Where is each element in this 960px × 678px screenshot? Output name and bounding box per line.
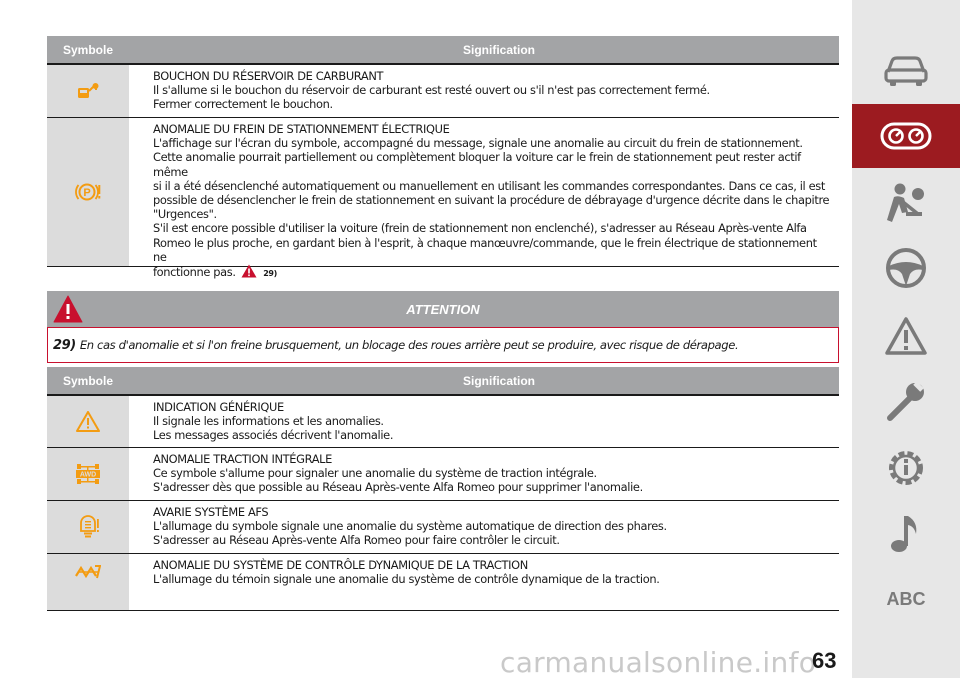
row-text: L'affichage sur l'écran du symbole, accompagné du message, signale une anomalie au circuit du frein de stationnement.: [153, 136, 803, 151]
meaning-cell: [129, 65, 839, 117]
footnote-ref-link[interactable]: 29): [263, 269, 277, 279]
traction-control-fault-icon: [75, 561, 101, 583]
symbol-table-2: [47, 367, 839, 611]
table-row: [47, 554, 839, 611]
row-text: S'adresser dès que possible au Réseau Après-vente Alfa Romeo pour supprimer l'anomalie.: [153, 480, 643, 495]
meaning-cell: [129, 554, 839, 610]
awd-fault-icon: [75, 463, 101, 485]
row-title: BOUCHON DU RÉSERVOIR DE CARBURANT: [153, 69, 384, 83]
car-icon: [882, 52, 930, 88]
electric-parking-brake-fault-icon: [75, 181, 101, 203]
table-row: [47, 396, 839, 448]
wrench-icon: [884, 380, 928, 424]
symbol-cell: [47, 396, 129, 447]
symbol-cell: [47, 554, 129, 610]
warning-title: ATTENTION: [406, 301, 480, 317]
row-text: "Urgences".: [153, 207, 217, 222]
sidebar-item-car[interactable]: [852, 38, 960, 102]
svg-text:AWD: AWD: [79, 471, 97, 479]
row-text: possible de désenclencher le frein de stationnement en suivant la procédure de débrayage d'urgence décrite dans le chapitre: [153, 193, 830, 208]
sidebar-item-safety[interactable]: [852, 172, 960, 236]
page-content: [47, 36, 839, 611]
chapter-sidebar: [852, 0, 960, 678]
column-header-symbol: Symbole: [62, 373, 113, 388]
row-text: Les messages associés décrivent l'anomalie.: [153, 428, 394, 443]
dashboard-gauges-icon: [880, 121, 932, 151]
table-header: [47, 367, 839, 394]
page-number: 63: [812, 648, 837, 673]
symbol-cell: [47, 118, 129, 266]
meaning-cell: [129, 448, 839, 500]
sidebar-item-warnings[interactable]: [852, 304, 960, 368]
row-text: L'allumage du symbole signale une anomalie du système automatique de direction des phares.: [153, 519, 667, 534]
steering-wheel-icon: [884, 246, 928, 290]
column-header-meaning: Signification: [463, 42, 535, 57]
table-row: [47, 501, 839, 554]
row-title: INDICATION GÉNÉRIQUE: [153, 400, 284, 414]
warning-triangle-icon: [53, 295, 83, 323]
fuel-cap-warning-icon: [75, 80, 101, 102]
row-title: ANOMALIE TRACTION INTÉGRALE: [153, 452, 333, 466]
general-warning-triangle-icon: [75, 411, 101, 433]
music-note-icon: [888, 512, 924, 556]
column-header-meaning: Signification: [463, 373, 535, 388]
symbol-cell: [47, 65, 129, 117]
sidebar-abc-label: ABC: [886, 588, 926, 609]
warning-triangle-icon: [884, 316, 928, 356]
warning-text: En cas d'anomalie et si l'on freine brusquement, un blocage des roues arrière peut se produire, avec risque de dérapage.: [79, 338, 739, 352]
symbol-cell: [47, 501, 129, 553]
seat-belt-passenger-icon: [884, 182, 928, 226]
row-title: ANOMALIE DU SYSTÈME DE CONTRÔLE DYNAMIQUE DE LA TRACTION: [153, 558, 528, 572]
warning-body: [47, 327, 839, 363]
row-text: si il a été désenclenché automatiquement ou manuellement en utilisant les commandes correspondantes. Dans ce cas, il est: [153, 178, 826, 193]
warning-header: [47, 291, 839, 327]
sidebar-item-index[interactable]: [852, 567, 960, 631]
row-text: S'adresser au Réseau Après-vente Alfa Romeo pour faire contrôler le circuit.: [153, 533, 560, 548]
row-text: Romeo le plus proche, en gardant bien à l'esprit, à chaque manœuvre/commande, que le frein électrique de stationnement ne: [153, 235, 817, 264]
row-text: Ce symbole s'allume pour signaler une anomalie du système de traction intégrale.: [153, 466, 597, 481]
row-text: Il s'allume si le bouchon du réservoir de carburant est resté ouvert ou s'il n'est pas correctement fermé.: [153, 83, 710, 98]
sidebar-item-multimedia[interactable]: [852, 502, 960, 566]
column-header-symbol: Symbole: [62, 42, 113, 57]
warning-ref-icon: [241, 264, 257, 278]
meaning-cell: [129, 501, 839, 553]
table-row: [47, 118, 839, 280]
warning-ref: 29): [53, 337, 76, 353]
row-text: Fermer correctement le bouchon.: [153, 97, 333, 112]
row-text: fonctionne pas.: [153, 265, 236, 280]
row-title: AVARIE SYSTÈME AFS: [153, 505, 269, 519]
symbol-cell: [47, 448, 129, 500]
table-header: [47, 36, 839, 63]
row-text-last: [153, 264, 831, 281]
row-text: Il signale les informations et les anomalies.: [153, 414, 384, 429]
meaning-cell: [129, 118, 839, 280]
watermark: carmanualsonline.info: [500, 646, 817, 678]
table-row: [47, 65, 839, 118]
row-title: ANOMALIE DU FREIN DE STATIONNEMENT ÉLECTRIQUE: [153, 122, 450, 136]
table-row: [47, 448, 839, 501]
info-gear-icon: [884, 446, 928, 490]
row-text: Cette anomalie pourrait partiellement ou complètement bloquer la voiture car le frein de stationnement peut rester actif même: [153, 150, 801, 179]
meaning-cell: [129, 396, 839, 447]
afs-fault-icon: [75, 516, 101, 538]
row-text: L'allumage du témoin signale une anomalie du système de contrôle dynamique de la traction.: [153, 572, 660, 587]
sidebar-item-driving[interactable]: [852, 236, 960, 300]
sidebar-item-dashboard[interactable]: [852, 104, 960, 168]
sidebar-item-maintenance[interactable]: [852, 370, 960, 434]
sidebar-item-technical[interactable]: [852, 436, 960, 500]
row-text: S'il est encore possible d'utiliser la voiture (frein de stationnement non enclenché), s'adresser au Réseau Après-vente Alfa: [153, 221, 807, 236]
svg-text:P: P: [83, 187, 91, 199]
